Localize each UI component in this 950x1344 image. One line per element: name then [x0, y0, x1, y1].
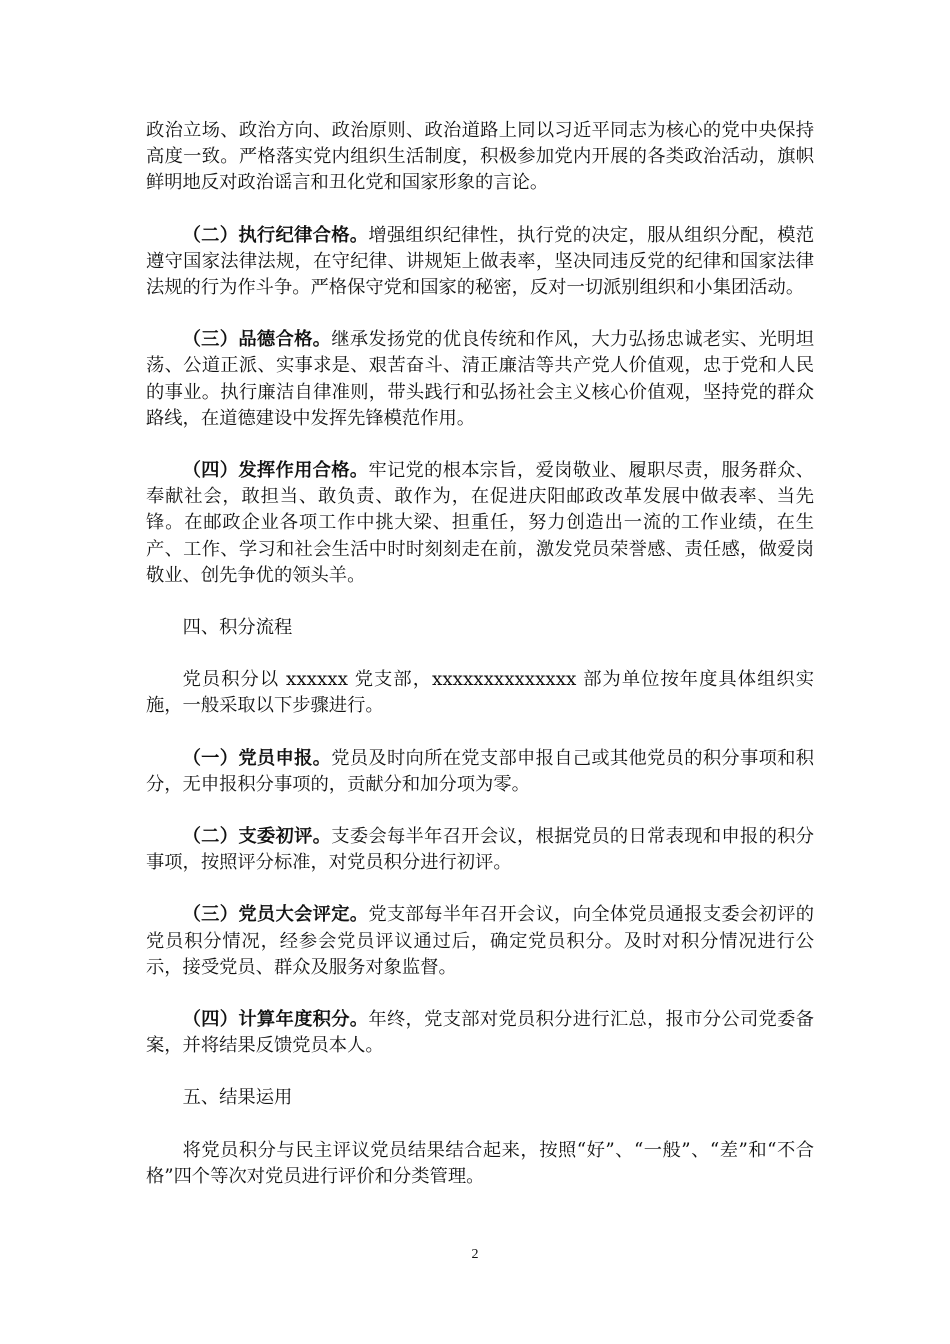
paragraph-heading: （二）支委初评。: [182, 826, 332, 848]
paragraph-results-usage: [146, 1138, 814, 1190]
section-heading-text: 五、结果运用: [182, 1087, 293, 1109]
paragraph-text: 年终，党支部对党员积分进行汇总，报市分公司党委备案，并将结果反馈党员本人。: [146, 1009, 815, 1057]
paragraph-text: 增强组织纪律性，执行党的决定，服从组织分配，模范遵守国家法律法规，在守纪律、讲规矩上做表率，坚决同违反党的纪律和国家法律法规的行为作斗争。严格保守党和国家的秘密，反对一切派别组织和小集团活动。: [146, 224, 815, 299]
section-heading-results: [146, 1085, 814, 1111]
paragraph-morality: [146, 327, 814, 432]
document-body: [146, 118, 814, 1190]
paragraph-general-assembly: [146, 902, 814, 981]
paragraph-role: [146, 458, 814, 589]
page-number: 2: [471, 1247, 479, 1262]
section-heading-text: 四、积分流程: [182, 617, 293, 639]
paragraph-text: 支委会每半年召开会议，根据党员的日常表现和申报的积分事项，按照评分标准，对党员积分进行初评。: [146, 826, 815, 874]
paragraph-committee-review: [146, 824, 814, 876]
paragraph-text: 政治立场、政治方向、政治原则、政治道路上同以习近平同志为核心的党中央保持高度一致。严格落实党内组织生活制度，积极参加党内开展的各类政治活动，旗帜鲜明地反对政治谣言和丑化党和国家形象的言论。: [146, 120, 814, 194]
paragraph-heading: （三）品德合格。: [182, 329, 332, 351]
paragraph-text: 牢记党的根本宗旨，爱岗敬业、履职尽责，服务群众、奉献社会，敢担当、敢负责、敢作为，在促进庆阳邮政改革发展中做表率、当先锋。在邮政企业各项工作中挑大梁、担重任，努力创造出一流的工作业绩，在生产、工作、学习和社会生活中时时刻刻走在前，激发党员荣誉感、责任感，做爱岗敬业、创先争优的领头羊。: [146, 460, 815, 586]
paragraph-heading: （一）党员申报。: [182, 747, 332, 769]
paragraph-text: 党员积分以 xxxxxx 党支部，xxxxxxxxxxxxxx 部为单位按年度具体组织实施，一般采取以下步骤进行。: [146, 669, 814, 717]
paragraph-political-stance: [146, 118, 814, 197]
section-heading-scoring-process: [146, 615, 814, 641]
paragraph-annual-score: [146, 1007, 814, 1059]
paragraph-heading: （二）执行纪律合格。: [182, 224, 369, 246]
paragraph-text: 继承发扬党的优良传统和作风，大力弘扬忠诚老实、光明坦荡、公道正派、实事求是、艰苦奋斗、清正廉洁等共产党人价值观，忠于党和人民的事业。执行廉洁自律准则，带头践行和弘扬社会主义核心价值观，坚持党的群众路线，在道德建设中发挥先锋模范作用。: [146, 329, 815, 429]
paragraph-text: 将党员积分与民主评议党员结果结合起来，按照“好”、“一般”、“差”和“不合格”四个等次对党员进行评价和分类管理。: [146, 1139, 814, 1187]
paragraph-scoring-intro: [146, 667, 814, 719]
paragraph-heading: （四）计算年度积分。: [182, 1009, 369, 1031]
paragraph-text: 党员及时向所在党支部申报自己或其他党员的积分事项和积分，无申报积分事项的，贡献分和加分项为零。: [146, 747, 815, 795]
paragraph-discipline: [146, 223, 814, 302]
paragraph-heading: （四）发挥作用合格。: [182, 460, 369, 482]
paragraph-member-report: [146, 746, 814, 798]
paragraph-heading: （三）党员大会评定。: [182, 904, 369, 926]
paragraph-text: 党支部每半年召开会议，向全体党员通报支委会初评的党员积分情况，经参会党员评议通过后，确定党员积分。及时对积分情况进行公示，接受党员、群众及服务对象监督。: [146, 904, 815, 978]
